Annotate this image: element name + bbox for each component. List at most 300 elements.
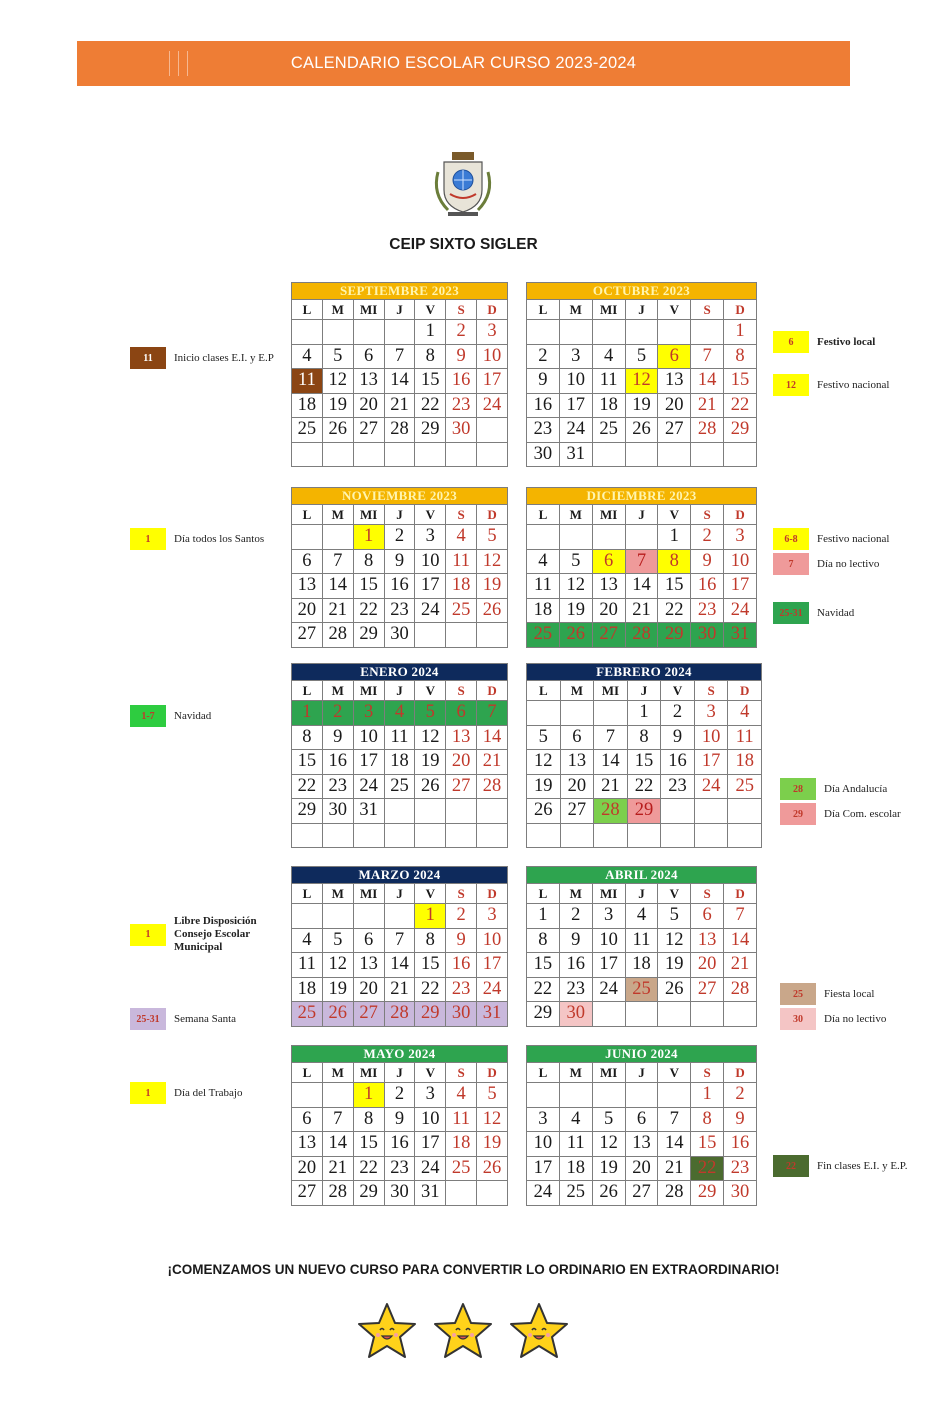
- legend-swatch: 29: [780, 803, 816, 825]
- day-cell: 20: [592, 598, 625, 623]
- weekday-header: M: [322, 681, 353, 701]
- day-cell: 23: [527, 418, 560, 443]
- week-row: [292, 442, 508, 467]
- day-cell: 25: [384, 774, 415, 799]
- day-cell: [658, 1002, 691, 1027]
- day-cell: 18: [292, 977, 323, 1002]
- weekday-header: J: [384, 505, 415, 525]
- legend-swatch: 25-31: [773, 602, 809, 624]
- day-cell: [724, 1002, 757, 1027]
- legend-swatch: 1: [130, 1082, 166, 1104]
- day-cell: 15: [658, 574, 691, 599]
- day-cell: 11: [728, 725, 762, 750]
- star-icon: [435, 1304, 491, 1357]
- legend-item: [130, 915, 274, 954]
- day-cell: 8: [353, 549, 384, 574]
- legend-swatch: 30: [780, 1008, 816, 1030]
- week-row: [527, 549, 757, 574]
- day-cell: 13: [446, 725, 477, 750]
- week-row: [527, 774, 762, 799]
- day-cell: 4: [559, 1107, 592, 1132]
- week-row: [527, 418, 757, 443]
- day-cell: [446, 623, 477, 648]
- week-row: [527, 904, 757, 929]
- day-cell: 21: [658, 1156, 691, 1181]
- day-cell: 6: [292, 1107, 323, 1132]
- day-cell: [661, 799, 695, 824]
- day-cell: 12: [477, 549, 508, 574]
- week-row: [292, 598, 508, 623]
- day-cell: 22: [292, 774, 323, 799]
- day-cell: 25: [625, 977, 658, 1002]
- week-row: [292, 799, 508, 824]
- day-cell: 23: [384, 598, 415, 623]
- day-cell: [560, 823, 594, 848]
- day-cell: 24: [527, 1181, 560, 1206]
- month-calendar: [291, 1045, 508, 1206]
- day-cell: 29: [353, 1181, 384, 1206]
- weekday-header: MI: [353, 1063, 384, 1083]
- legend-swatch: 1-7: [130, 705, 166, 727]
- day-cell: 24: [724, 598, 757, 623]
- week-row: [527, 799, 762, 824]
- day-cell: 10: [477, 928, 508, 953]
- day-cell: [527, 320, 560, 345]
- legend-item: [773, 331, 917, 353]
- day-cell: 17: [592, 953, 625, 978]
- day-cell: 30: [446, 1002, 477, 1027]
- day-cell: 9: [559, 928, 592, 953]
- day-cell: 25: [292, 1002, 323, 1027]
- month-title: ENERO 2024: [292, 664, 508, 681]
- day-cell: 29: [724, 418, 757, 443]
- day-cell: 2: [724, 1083, 757, 1108]
- day-cell: 6: [691, 904, 724, 929]
- day-cell: 4: [625, 904, 658, 929]
- day-cell: 29: [353, 623, 384, 648]
- day-cell: 10: [527, 1132, 560, 1157]
- day-cell: 5: [559, 549, 592, 574]
- day-cell: [527, 701, 561, 726]
- day-cell: 3: [559, 344, 592, 369]
- day-cell: [322, 320, 353, 345]
- day-cell: 19: [415, 750, 446, 775]
- week-row: [527, 977, 757, 1002]
- day-cell: 6: [658, 344, 691, 369]
- legend-swatch: 11: [130, 347, 166, 369]
- day-cell: 16: [384, 574, 415, 599]
- week-row: [527, 928, 757, 953]
- day-cell: 5: [415, 701, 446, 726]
- day-cell: 7: [594, 725, 628, 750]
- day-cell: [559, 1083, 592, 1108]
- day-cell: 28: [384, 418, 415, 443]
- day-cell: 2: [322, 701, 353, 726]
- day-cell: 1: [292, 701, 323, 726]
- day-cell: 18: [592, 393, 625, 418]
- weekday-header: L: [527, 505, 560, 525]
- day-cell: 20: [625, 1156, 658, 1181]
- weekday-header: D: [728, 681, 762, 701]
- page-title: CALENDARIO ESCOLAR CURSO 2023-2024: [290, 54, 637, 72]
- day-cell: 2: [446, 904, 477, 929]
- weekday-header: S: [446, 300, 477, 320]
- day-cell: 30: [527, 442, 560, 467]
- day-cell: 5: [322, 928, 353, 953]
- day-cell: 7: [477, 701, 508, 726]
- legend-item: [773, 528, 889, 550]
- weekday-header: M: [559, 505, 592, 525]
- day-cell: [625, 320, 658, 345]
- week-row: [292, 574, 508, 599]
- day-cell: 12: [477, 1107, 508, 1132]
- weekday-header: M: [559, 300, 592, 320]
- day-cell: 28: [322, 1181, 353, 1206]
- weekday-header: MI: [592, 1063, 625, 1083]
- legend-label: Festivo local: [817, 335, 876, 348]
- legend-label: Día Com. escolar: [824, 807, 901, 820]
- day-cell: 29: [527, 1002, 560, 1027]
- day-cell: 13: [353, 953, 384, 978]
- day-cell: [477, 623, 508, 648]
- day-cell: 14: [477, 725, 508, 750]
- day-cell: 23: [661, 774, 695, 799]
- week-row: [292, 953, 508, 978]
- week-row: [292, 1181, 508, 1206]
- day-cell: 19: [322, 393, 353, 418]
- week-row: [292, 1156, 508, 1181]
- day-cell: 4: [527, 549, 560, 574]
- day-cell: 21: [477, 750, 508, 775]
- weekday-header: D: [724, 300, 757, 320]
- legend-swatch: 28: [780, 778, 816, 800]
- day-cell: [592, 320, 625, 345]
- day-cell: [592, 1083, 625, 1108]
- day-cell: 26: [625, 418, 658, 443]
- day-cell: 22: [353, 598, 384, 623]
- day-cell: 2: [384, 1083, 415, 1108]
- day-cell: 13: [592, 574, 625, 599]
- weekday-header: V: [415, 300, 446, 320]
- day-cell: 6: [292, 549, 323, 574]
- weekday-header: MI: [592, 884, 625, 904]
- day-cell: 5: [322, 344, 353, 369]
- day-cell: [594, 701, 628, 726]
- weekday-header: S: [446, 1063, 477, 1083]
- weekday-header: L: [527, 1063, 560, 1083]
- day-cell: 27: [625, 1181, 658, 1206]
- star-icon: [359, 1304, 415, 1357]
- month-calendar: [526, 663, 762, 848]
- day-cell: 8: [292, 725, 323, 750]
- day-cell: [292, 320, 323, 345]
- weekday-header: V: [658, 300, 691, 320]
- day-cell: [625, 1083, 658, 1108]
- day-cell: 2: [661, 701, 695, 726]
- week-row: [527, 1156, 757, 1181]
- day-cell: 7: [691, 344, 724, 369]
- day-cell: 20: [292, 1156, 323, 1181]
- day-cell: 18: [292, 393, 323, 418]
- day-cell: 12: [592, 1132, 625, 1157]
- day-cell: 10: [694, 725, 728, 750]
- day-cell: [694, 823, 728, 848]
- day-cell: 1: [527, 904, 560, 929]
- day-cell: 26: [527, 799, 561, 824]
- weekday-header: J: [627, 681, 661, 701]
- day-cell: 23: [446, 977, 477, 1002]
- weekday-header: S: [691, 300, 724, 320]
- day-cell: 25: [559, 1181, 592, 1206]
- day-cell: 19: [625, 393, 658, 418]
- day-cell: 14: [322, 574, 353, 599]
- day-cell: 6: [560, 725, 594, 750]
- school-name: CEIP SIXTO SIGLER: [389, 236, 538, 253]
- day-cell: 20: [560, 774, 594, 799]
- weekday-header: S: [446, 884, 477, 904]
- day-cell: 28: [724, 977, 757, 1002]
- day-cell: 14: [625, 574, 658, 599]
- day-cell: 21: [384, 977, 415, 1002]
- day-cell: [691, 442, 724, 467]
- day-cell: 5: [625, 344, 658, 369]
- weekday-header: MI: [592, 300, 625, 320]
- legend-swatch: 6-8: [773, 528, 809, 550]
- weekday-header: M: [559, 884, 592, 904]
- day-cell: 10: [724, 549, 757, 574]
- day-cell: 28: [384, 1002, 415, 1027]
- weekday-header: M: [322, 1063, 353, 1083]
- month-calendar: [526, 866, 757, 1027]
- legend-label: Festivo nacional: [817, 532, 890, 545]
- weekday-header: D: [724, 1063, 757, 1083]
- day-cell: [384, 442, 415, 467]
- legend-item: [130, 347, 274, 369]
- day-cell: 27: [292, 623, 323, 648]
- day-cell: [322, 823, 353, 848]
- day-cell: 15: [724, 369, 757, 394]
- day-cell: [415, 623, 446, 648]
- day-cell: [527, 823, 561, 848]
- month-calendar: [291, 282, 508, 467]
- weekday-header: D: [724, 505, 757, 525]
- day-cell: 19: [322, 977, 353, 1002]
- day-cell: 13: [353, 369, 384, 394]
- weekday-header: J: [384, 884, 415, 904]
- day-cell: 25: [292, 418, 323, 443]
- day-cell: 1: [627, 701, 661, 726]
- day-cell: 4: [446, 525, 477, 550]
- day-cell: 4: [446, 1083, 477, 1108]
- day-cell: [384, 904, 415, 929]
- legend-item: [780, 1008, 886, 1030]
- day-cell: 18: [625, 953, 658, 978]
- day-cell: 6: [446, 701, 477, 726]
- month-title: OCTUBRE 2023: [527, 283, 757, 300]
- day-cell: 26: [559, 623, 592, 648]
- day-cell: 24: [353, 774, 384, 799]
- day-cell: 13: [292, 574, 323, 599]
- week-row: [292, 977, 508, 1002]
- day-cell: 8: [527, 928, 560, 953]
- day-cell: 15: [415, 369, 446, 394]
- day-cell: 27: [446, 774, 477, 799]
- day-cell: 21: [724, 953, 757, 978]
- week-row: [527, 1107, 757, 1132]
- day-cell: [625, 442, 658, 467]
- month-title: MAYO 2024: [292, 1046, 508, 1063]
- day-cell: 7: [322, 1107, 353, 1132]
- day-cell: [353, 442, 384, 467]
- week-row: [292, 1132, 508, 1157]
- day-cell: 16: [661, 750, 695, 775]
- day-cell: [292, 904, 323, 929]
- day-cell: 1: [691, 1083, 724, 1108]
- day-cell: 28: [625, 623, 658, 648]
- day-cell: 1: [658, 525, 691, 550]
- day-cell: 29: [691, 1181, 724, 1206]
- week-row: [527, 442, 757, 467]
- day-cell: [353, 823, 384, 848]
- day-cell: 9: [661, 725, 695, 750]
- day-cell: 13: [691, 928, 724, 953]
- star-icon: [511, 1304, 567, 1357]
- day-cell: 12: [658, 928, 691, 953]
- weekday-header: J: [625, 884, 658, 904]
- day-cell: 16: [691, 574, 724, 599]
- month-title: NOVIEMBRE 2023: [292, 488, 508, 505]
- day-cell: [384, 823, 415, 848]
- legend-swatch: 12: [773, 374, 809, 396]
- day-cell: 5: [527, 725, 561, 750]
- day-cell: 23: [691, 598, 724, 623]
- day-cell: 1: [415, 320, 446, 345]
- day-cell: 13: [658, 369, 691, 394]
- day-cell: 27: [691, 977, 724, 1002]
- week-row: [527, 525, 757, 550]
- day-cell: 3: [527, 1107, 560, 1132]
- legend-swatch: 22: [773, 1155, 809, 1177]
- day-cell: [658, 442, 691, 467]
- legend-item: [780, 983, 874, 1005]
- weekday-header: J: [384, 1063, 415, 1083]
- day-cell: 10: [559, 369, 592, 394]
- day-cell: 9: [691, 549, 724, 574]
- day-cell: 30: [559, 1002, 592, 1027]
- day-cell: 29: [415, 418, 446, 443]
- day-cell: 28: [322, 623, 353, 648]
- day-cell: 17: [415, 1132, 446, 1157]
- week-row: [527, 574, 757, 599]
- day-cell: 17: [477, 369, 508, 394]
- legend-item: [130, 705, 211, 727]
- week-row: [292, 320, 508, 345]
- day-cell: 3: [415, 525, 446, 550]
- weekday-header: V: [658, 1063, 691, 1083]
- day-cell: 2: [446, 320, 477, 345]
- day-cell: 1: [724, 320, 757, 345]
- day-cell: 24: [592, 977, 625, 1002]
- legend-label: Festivo nacional: [817, 378, 890, 391]
- day-cell: 18: [728, 750, 762, 775]
- week-row: [527, 1083, 757, 1108]
- day-cell: [353, 320, 384, 345]
- day-cell: 15: [627, 750, 661, 775]
- day-cell: 15: [415, 953, 446, 978]
- weekday-header: D: [477, 505, 508, 525]
- day-cell: 11: [292, 369, 323, 394]
- day-cell: 24: [477, 393, 508, 418]
- month-calendar: [291, 663, 508, 848]
- day-cell: 3: [415, 1083, 446, 1108]
- day-cell: 17: [694, 750, 728, 775]
- day-cell: [560, 701, 594, 726]
- week-row: [527, 623, 757, 648]
- week-row: [527, 393, 757, 418]
- header-stripes: [169, 51, 188, 76]
- day-cell: 26: [322, 1002, 353, 1027]
- day-cell: 4: [728, 701, 762, 726]
- legend-label: Día no lectivo: [817, 557, 880, 570]
- day-cell: 12: [527, 750, 561, 775]
- day-cell: 21: [322, 1156, 353, 1181]
- legend-label: Fin clases E.I. y E.P.: [817, 1159, 908, 1172]
- weekday-header: MI: [353, 505, 384, 525]
- weekday-header: J: [384, 681, 415, 701]
- day-cell: 18: [446, 574, 477, 599]
- day-cell: 20: [658, 393, 691, 418]
- day-cell: 23: [724, 1156, 757, 1181]
- legend-item: [780, 803, 901, 825]
- day-cell: 27: [560, 799, 594, 824]
- day-cell: 31: [415, 1181, 446, 1206]
- weekday-header: J: [625, 300, 658, 320]
- week-row: [527, 1002, 757, 1027]
- month-title: MARZO 2024: [292, 867, 508, 884]
- day-cell: 7: [658, 1107, 691, 1132]
- day-cell: 3: [477, 904, 508, 929]
- day-cell: 16: [559, 953, 592, 978]
- week-row: [292, 525, 508, 550]
- day-cell: 27: [292, 1181, 323, 1206]
- smiling-stars-icon: [352, 1300, 574, 1366]
- weekday-header: MI: [353, 681, 384, 701]
- day-cell: [415, 823, 446, 848]
- weekday-header: V: [415, 505, 446, 525]
- month-title: ABRIL 2024: [527, 867, 757, 884]
- day-cell: 12: [322, 369, 353, 394]
- month-calendar: [291, 866, 508, 1027]
- day-cell: 15: [353, 1132, 384, 1157]
- day-cell: 20: [292, 598, 323, 623]
- week-row: [527, 953, 757, 978]
- day-cell: 10: [477, 344, 508, 369]
- weekday-header: L: [292, 884, 323, 904]
- legend-item: [773, 602, 854, 624]
- day-cell: 17: [559, 393, 592, 418]
- legend-label: Inicio clases E.I. y E.P: [174, 351, 274, 364]
- weekday-header: D: [477, 1063, 508, 1083]
- day-cell: 27: [353, 1002, 384, 1027]
- month-calendar: [526, 1045, 757, 1206]
- week-row: [292, 623, 508, 648]
- week-row: [292, 1002, 508, 1027]
- day-cell: 31: [477, 1002, 508, 1027]
- day-cell: 14: [322, 1132, 353, 1157]
- day-cell: [384, 320, 415, 345]
- day-cell: 14: [658, 1132, 691, 1157]
- week-row: [292, 774, 508, 799]
